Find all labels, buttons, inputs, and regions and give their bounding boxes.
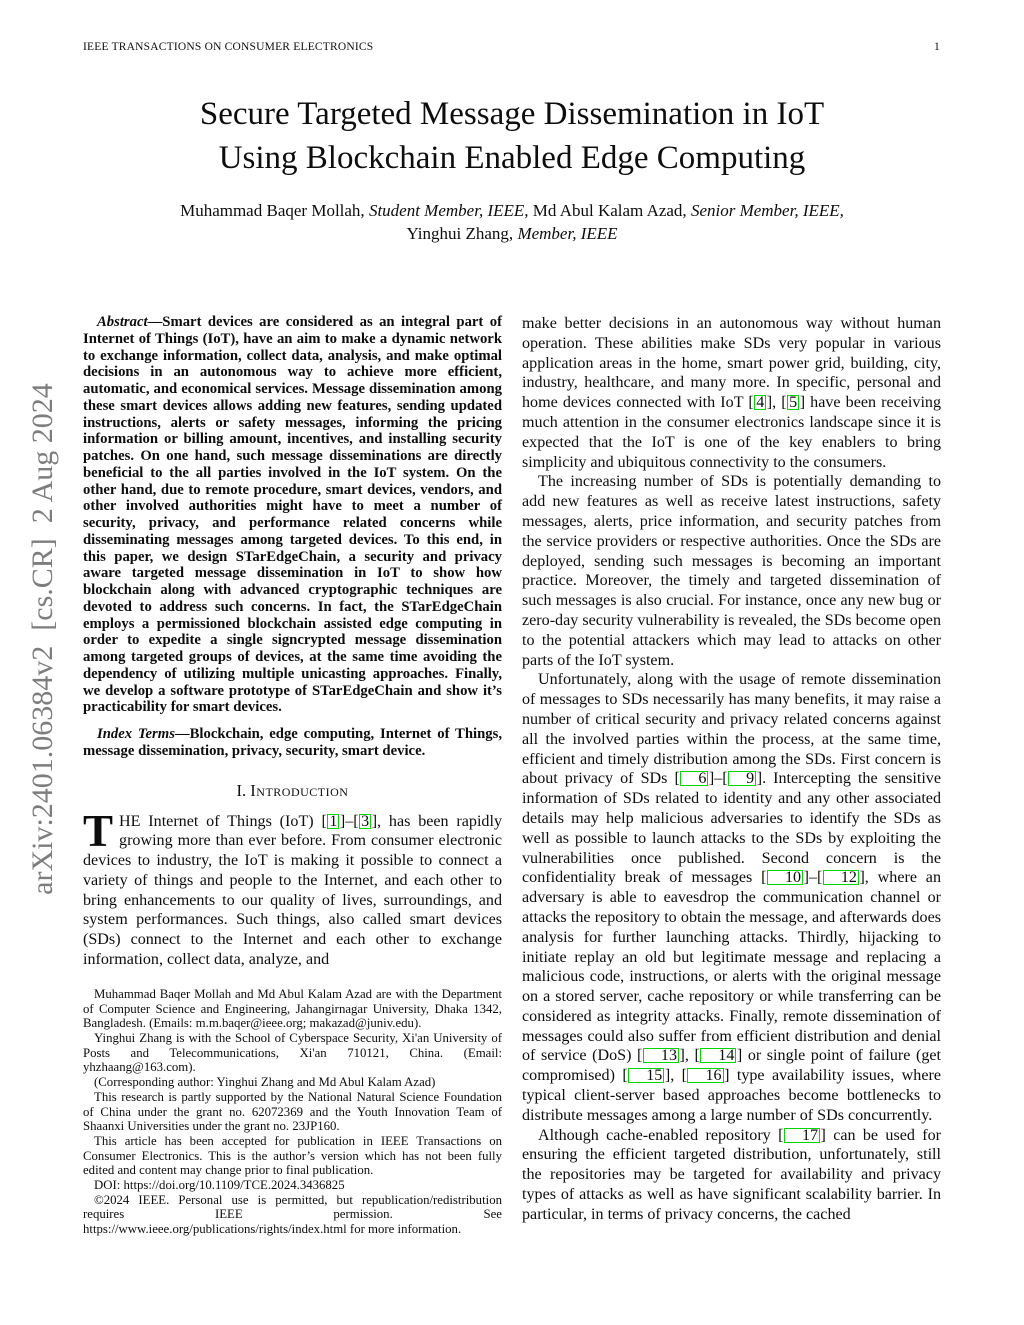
- footnote-affiliation-2: Yinghui Zhang is with the School of Cyberspace Security, Xi'an University of Posts and Telecommunications, Xi'an 710121, China. (Email: yhzhaang@163.com).: [83, 1030, 502, 1075]
- citation-link[interactable]: 3: [361, 812, 370, 830]
- footnote-corresponding-author: (Corresponding author: Yinghui Zhang and Md Abul Kalam Azad): [94, 1075, 436, 1090]
- body-paragraph: Although cache-enabled repository [ 17 ] can be used for ensuring the efficient targeted distribution, unfortunately, still the repositories may be targeted for availability and privacy types of attacks as well as have significant scalability barrier. In particular, in terms of privacy concerns, the cached: [522, 1126, 941, 1223]
- footnote-acceptance-notice: This article has been accepted for publication in IEEE Transactions on Consumer Electronics. This is the author’s version which has not been fully edited and content may change prior to final publication.: [83, 1133, 502, 1178]
- page-number: 1: [934, 41, 940, 53]
- citation-link[interactable]: 13: [643, 1048, 679, 1063]
- citation-link[interactable]: 9: [728, 771, 756, 786]
- running-header: [83, 41, 940, 53]
- section-number: I.: [236, 780, 247, 800]
- citation-link[interactable]: 17: [784, 1128, 820, 1143]
- arxiv-watermark: arXiv:2401.06384v2 [cs.CR] 2 Aug 2024: [26, 383, 59, 895]
- author-block: [0, 199, 1024, 245]
- index-terms-paragraph: [83, 726, 502, 760]
- index-terms-label: Index Terms: [97, 726, 175, 742]
- footnote-funding: This research is partly supported by the National Natural Science Foundation of China under the grant no. 62072369 and the Youth Innovation Team of Shaanxi Universities under the grant no. 23JP160.: [83, 1089, 502, 1134]
- body-paragraph: Unfortunately, along with the usage of remote dissemination of messages to SDs necessarily has many benefits, it may raise a number of critical security and privacy related concerns against all the involved parties within the process, at the same time, efficient and timely distribution among the SDs. First concern is about privacy of SDs [ 6 ]–[ 9 ]. Intercepting the sensitive information of SDs related to identity and any other associated details may help malicious adversaries to identify the SDs as well as possible to launch attacks to the SDs by exploiting the vulnerabilities once published. Second concern is the confidentiality break of messages [ 10 ]–[ 12 ], where an adversary is able to eavesdrop the communication channel or attacks the repository to obtain the message, and afterwards does analysis for further launching attacks. Thirdly, hijacking to initiate replay an old but legitimate message and replacing a malicious code, instructions, or alerts with the original message on a stored server, cache repository or while transferring can be considered as integrity attacks. Finally, remote dissemination of messages could also suffer from efficient distribution and denial of service (DoS) [ 13 ], [ 14 ] or single point of failure (get compromised) [ 15 ], [ 16 ] type availability issues, where typical client-server based approaches become bottlenecks to distribute messages among a large number of SDs concurrently.: [522, 671, 942, 1124]
- citation-link[interactable]: 1: [329, 812, 338, 830]
- citation-link[interactable]: 14: [700, 1048, 736, 1063]
- footnote-copyright: ©2024 IEEE. Personal use is permitted, but republication/redistribution requires IEEE permission. See https://www.ieee.org/publications/rights/index.html for more information.: [83, 1192, 502, 1237]
- author-line-1: Muhammad Baqer Mollah, Student Member, IEEE, Md Abul Kalam Azad, Senior Member, IEEE,: [180, 201, 844, 220]
- footnote-block: [83, 987, 502, 1237]
- membership-label: Senior Member, IEEE,: [690, 201, 844, 220]
- citation-link[interactable]: 15: [628, 1068, 664, 1083]
- citation-link[interactable]: 4: [756, 394, 765, 412]
- membership-label: Student Member, IEEE,: [368, 201, 529, 220]
- drop-cap: T: [83, 805, 114, 856]
- introduction-text: HE Internet of Things (IoT) [ 1 ]–[ 3 ], has been rapidly growing more than ever before. From consumer electronic devices to industry, the IoT is making it possible to connect a variety of things and people to the Internet, and each other to bring enhancements to our quality of lives, surroundings, and system performances. Such things, also called smart devices (SDs) connect to the Internet and each other to exchange information, collect data, analyze, and: [83, 812, 502, 969]
- body-paragraph: make better decisions in an autonomous way without human operation. These abilities make SDs very popular in various application areas in the home, smart power grid, building, city, industry, healthcare, and many more. In specific, personal and home devices connected with IoT [ 4 ], [ 5 ] have been receiving much attention in the consumer electronics landscape since it is expected that the IoT is one of the key enablers to bring simplicity and ubiquitous connectivity to the consumers.: [522, 315, 942, 471]
- citation-link[interactable]: 16: [687, 1068, 723, 1083]
- abstract-text: —Smart devices are considered as an integral part of Internet of Things (IoT), have an aim to make a dynamic network to exchange information, collect data, analysis, and make optimal decisions in an autonomous way to achieve more efficient, automatic, and economical services. Message dissemination among these smart devices allows adding new features, sending updated instructions, alerts or safety messages, informing the pricing information or billing amount, incentives, and installing security patches. On one hand, such message disseminations are directly beneficial to the all parties involved in the IoT system. On the other hand, due to remote procedure, smart devices, vendors, and other involved authorities might have to meet a number of security, privacy, and performance related concerns while disseminating messages among targeted devices. To this end, in this paper, we design STarEdgeChain, a security and privacy aware targeted message dissemination in IoT to show how blockchain along with advanced cryptographic techniques are devoted to address such concerns. In fact, the STarEdgeChain employs a permissioned blockchain assisted edge computing in order to expedite a single signcrypted message dissemination among targeted groups of devices, at the same time avoiding the dependency of utilizing multiple unicasting approaches. Finally, we develop a software prototype of STarEdgeChain and show it’s practicability for smart devices.: [83, 314, 502, 716]
- citation-link[interactable]: 10: [767, 870, 803, 885]
- paper-title: [0, 92, 1024, 180]
- author-line-2: Yinghui Zhang, Member, IEEE: [406, 224, 618, 243]
- index-terms-text: —Blockchain, edge computing, Internet of Things, message dissemination, privacy, security, smart device.: [83, 726, 502, 759]
- body-paragraph: The increasing number of SDs is potentially demanding to add new features as well as receive latest instructions, safety messages, alerts, price information, and security patches from the service providers or respective authorities. Once the SDs are deployed, sending such messages is becoming an important practice. Moreover, the timely and targeted dissemination of such messages is also crucial. For instance, once any new bug or zero-day security vulnerability is revealed, the SDs become open to the potential attackers which may lead to attacks on other parts of the IoT system.: [522, 473, 941, 669]
- section-heading-introduction: [83, 781, 502, 801]
- footnote-affiliation-1: Muhammad Baqer Mollah and Md Abul Kalam Azad are with the Department of Computer Science and Engineering, Jahangirnagar University, Dhaka 1342, Bangladesh. (Emails: m.m.baqer@ieee.org; makazad@juniv.edu).: [83, 986, 502, 1031]
- abstract-paragraph: [83, 314, 502, 716]
- membership-label: Member, IEEE: [517, 224, 618, 243]
- journal-name: IEEE TRANSACTIONS ON CONSUMER ELECTRONICS: [83, 41, 374, 53]
- abstract-label: Abstract: [97, 314, 148, 330]
- citation-link[interactable]: 6: [680, 771, 708, 786]
- introduction-paragraph: [83, 805, 502, 970]
- citation-link[interactable]: 5: [789, 394, 798, 412]
- paper-title-line2: Using Blockchain Enabled Edge Computing: [218, 140, 806, 176]
- paper-title-line1: Secure Targeted Message Dissemination in IoT: [199, 96, 825, 132]
- section-title: Introduction: [250, 780, 349, 800]
- citation-link[interactable]: 12: [823, 870, 859, 885]
- left-column: [83, 314, 502, 1237]
- right-column: [522, 314, 941, 1225]
- footnote-doi: DOI: https://doi.org/10.1109/TCE.2024.3436825: [94, 1178, 345, 1193]
